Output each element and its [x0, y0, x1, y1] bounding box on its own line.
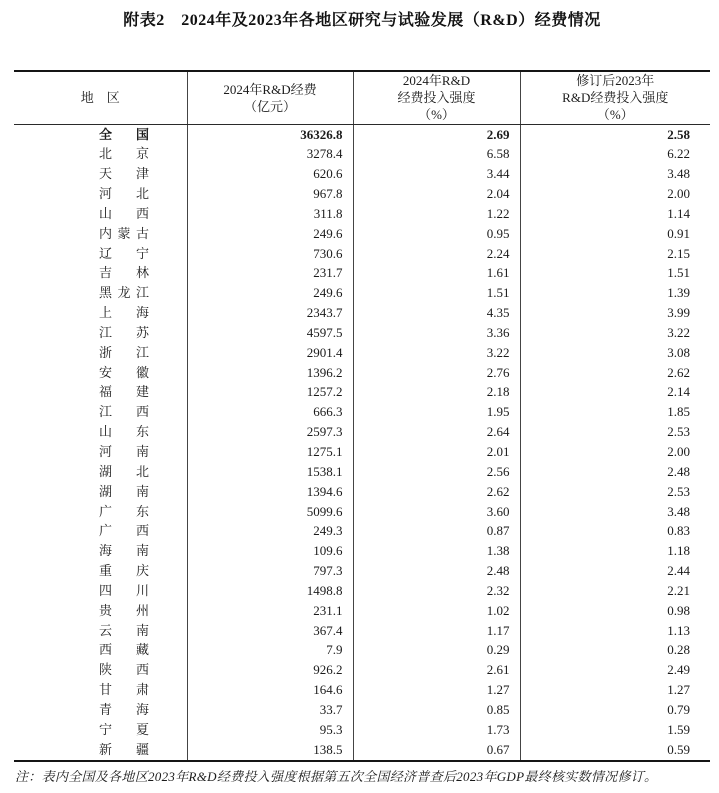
column-header-line: 经费投入强度 — [397, 90, 476, 106]
region-cell — [14, 382, 187, 402]
table-row — [14, 263, 710, 283]
rd-expenditure-value: 3278.4 — [187, 144, 353, 164]
rd-intensity-2023-value: 1.13 — [520, 621, 710, 641]
column-header-line: （%） — [418, 107, 455, 123]
rd-intensity-2023-value: 2.44 — [520, 561, 710, 581]
rd-expenditure-value: 95.3 — [187, 720, 353, 740]
rd-expenditure-value: 367.4 — [187, 621, 353, 641]
rd-expenditure-value: 1257.2 — [187, 382, 353, 402]
region-cell — [14, 502, 187, 522]
rd-intensity-2023-value: 0.79 — [520, 700, 710, 720]
region-cell — [14, 442, 187, 462]
region-cell — [14, 561, 187, 581]
region-name: 广西 — [99, 523, 149, 539]
region-cell — [14, 184, 187, 204]
table-row — [14, 224, 710, 244]
rd-expenditure-value: 231.1 — [187, 601, 353, 621]
table-row — [14, 323, 710, 343]
rd-intensity-2024-value: 1.17 — [353, 621, 520, 641]
table-row — [14, 561, 710, 581]
region-cell — [14, 462, 187, 482]
region-cell — [14, 541, 187, 561]
region-cell — [14, 740, 187, 761]
rd-expenditure-value: 33.7 — [187, 700, 353, 720]
column-header-line: R&D经费投入强度 — [562, 90, 669, 106]
region-name: 河北 — [99, 186, 149, 202]
column-header-line: 修订后2023年 — [576, 73, 655, 89]
table-row — [14, 442, 710, 462]
region-cell — [14, 224, 187, 244]
rd-intensity-2023-value: 2.48 — [520, 462, 710, 482]
rd-intensity-2024-value: 2.01 — [353, 442, 520, 462]
region-cell — [14, 700, 187, 720]
region-cell — [14, 303, 187, 323]
table-row — [14, 660, 710, 680]
table-row — [14, 680, 710, 700]
rd-intensity-2023-value: 6.22 — [520, 144, 710, 164]
region-name: 山东 — [99, 424, 149, 440]
table-row — [14, 621, 710, 641]
region-name: 宁夏 — [99, 721, 149, 737]
table-row — [14, 283, 710, 303]
table-row — [14, 502, 710, 522]
table-row — [14, 144, 710, 164]
rd-intensity-2023-value: 0.83 — [520, 521, 710, 541]
rd-intensity-2024-value: 0.87 — [353, 521, 520, 541]
region-name: 江西 — [99, 404, 149, 420]
rd-expenditure-value: 5099.6 — [187, 502, 353, 522]
rd-expenditure-value: 1498.8 — [187, 581, 353, 601]
rd-intensity-2023-value: 1.85 — [520, 402, 710, 422]
rd-expenditure-value: 249.6 — [187, 224, 353, 244]
region-name: 湖北 — [99, 463, 149, 479]
rd-intensity-2024-value: 2.64 — [353, 422, 520, 442]
region-cell — [14, 124, 187, 144]
rd-intensity-2024-value: 1.02 — [353, 601, 520, 621]
region-cell — [14, 343, 187, 363]
rd-intensity-2023-value: 2.21 — [520, 581, 710, 601]
table-row — [14, 720, 710, 740]
rd-intensity-2024-value: 2.62 — [353, 482, 520, 502]
rd-intensity-2023-value: 2.49 — [520, 660, 710, 680]
table-row — [14, 303, 710, 323]
rd-intensity-2024-value: 3.60 — [353, 502, 520, 522]
rd-intensity-2024-value: 1.73 — [353, 720, 520, 740]
region-name: 湖南 — [99, 483, 149, 499]
rd-expenditure-value: 2901.4 — [187, 343, 353, 363]
table-row — [14, 382, 710, 402]
rd-intensity-2024-value: 0.85 — [353, 700, 520, 720]
region-cell — [14, 521, 187, 541]
region-name: 福建 — [99, 384, 149, 400]
column-header-region — [14, 71, 187, 124]
region-name: 西藏 — [99, 642, 149, 658]
table-row — [14, 700, 710, 720]
table-row — [14, 581, 710, 601]
rd-intensity-2024-value: 3.22 — [353, 343, 520, 363]
rd-expenditure-value: 138.5 — [187, 740, 353, 761]
table-row — [14, 164, 710, 184]
region-name: 山西 — [99, 205, 149, 221]
rd-intensity-2023-value: 1.27 — [520, 680, 710, 700]
rd-intensity-2024-value: 2.69 — [353, 124, 520, 144]
region-cell — [14, 621, 187, 641]
region-cell — [14, 363, 187, 383]
region-name: 云南 — [99, 622, 149, 638]
rd-expenditure-value: 311.8 — [187, 204, 353, 224]
rd-intensity-2023-value: 2.00 — [520, 442, 710, 462]
rd-expenditure-value: 7.9 — [187, 640, 353, 660]
region-name: 上海 — [99, 305, 149, 321]
rd-intensity-2023-value: 2.15 — [520, 244, 710, 264]
rd-intensity-2023-value: 2.62 — [520, 363, 710, 383]
column-header-line: 2024年R&D经费 — [223, 81, 317, 97]
region-name: 河南 — [99, 444, 149, 459]
footnote: 注：表内全国及各地区2023年R&D经费投入强度根据第五次全国经济普查后2023年GDP最终核实数情况修订。 — [15, 768, 658, 784]
region-cell — [14, 263, 187, 283]
rd-intensity-2024-value: 1.38 — [353, 541, 520, 561]
region-name: 安徽 — [99, 364, 149, 380]
table-row — [14, 363, 710, 383]
rd-intensity-2023-value: 0.28 — [520, 640, 710, 660]
rd-expenditure-value: 164.6 — [187, 680, 353, 700]
rd-expenditure-value: 36326.8 — [187, 124, 353, 144]
region-cell — [14, 482, 187, 502]
table-row — [14, 462, 710, 482]
rd-intensity-2024-value: 3.44 — [353, 164, 520, 184]
column-header-line: 2024年R&D — [402, 73, 471, 89]
rd-expenditure-value: 4597.5 — [187, 323, 353, 343]
rd-intensity-2024-value: 0.95 — [353, 224, 520, 244]
table-row — [14, 541, 710, 561]
rd-intensity-2024-value: 4.35 — [353, 303, 520, 323]
rd-intensity-2023-value: 2.58 — [520, 124, 710, 144]
rd-expenditure-value: 1538.1 — [187, 462, 353, 482]
rd-intensity-2024-value: 3.36 — [353, 323, 520, 343]
rd-intensity-2023-value: 3.99 — [520, 303, 710, 323]
table-row — [14, 204, 710, 224]
rd-expenditure-value: 666.3 — [187, 402, 353, 422]
region-name: 青海 — [99, 701, 149, 717]
region-name: 海南 — [99, 543, 149, 559]
rd-intensity-2023-value: 3.22 — [520, 323, 710, 343]
rd-expenditure-value: 2597.3 — [187, 422, 353, 442]
column-header-line: （亿元） — [243, 98, 296, 114]
region-name: 黑龙江 — [99, 285, 149, 301]
table-row — [14, 244, 710, 264]
region-name: 浙江 — [99, 344, 149, 360]
rd-expenditure-value: 231.7 — [187, 263, 353, 283]
rd-intensity-2024-value: 1.61 — [353, 263, 520, 283]
rd-intensity-2024-value: 0.67 — [353, 740, 520, 761]
rd-expenditure-value: 2343.7 — [187, 303, 353, 323]
rd-expenditure-value: 967.8 — [187, 184, 353, 204]
page-title: 附表2 2024年及2023年各地区研究与试验发展（R&D）经费情况 — [123, 12, 601, 29]
rd-intensity-2024-value: 1.22 — [353, 204, 520, 224]
region-name: 天津 — [99, 166, 149, 182]
region-cell — [14, 204, 187, 224]
region-cell — [14, 680, 187, 700]
region-cell — [14, 164, 187, 184]
rd-intensity-2024-value: 1.27 — [353, 680, 520, 700]
rd-intensity-2024-value: 2.61 — [353, 660, 520, 680]
rd-intensity-2024-value: 2.04 — [353, 184, 520, 204]
table-row — [14, 482, 710, 502]
region-name: 陕西 — [99, 662, 149, 678]
rd-expenditure-value: 109.6 — [187, 541, 353, 561]
rd-intensity-2024-value: 2.76 — [353, 363, 520, 383]
region-cell — [14, 244, 187, 264]
region-cell — [14, 601, 187, 621]
region-name: 贵州 — [99, 602, 149, 618]
rd-expenditure-value: 1394.6 — [187, 482, 353, 502]
rd-intensity-2023-value: 2.53 — [520, 422, 710, 442]
rd-intensity-2023-value: 0.59 — [520, 740, 710, 761]
rd-expenditure-value: 730.6 — [187, 244, 353, 264]
table-row — [14, 640, 710, 660]
table-row — [14, 422, 710, 442]
region-cell — [14, 402, 187, 422]
rd-expenditure-value: 620.6 — [187, 164, 353, 184]
region-name: 全国 — [99, 126, 149, 142]
rd-intensity-2023-value: 0.98 — [520, 601, 710, 621]
rd-intensity-2024-value: 2.56 — [353, 462, 520, 482]
region-name: 吉林 — [99, 265, 149, 281]
table-row — [14, 740, 710, 761]
table-row — [14, 124, 710, 144]
region-name: 北京 — [99, 146, 149, 162]
region-cell — [14, 581, 187, 601]
rd-intensity-2023-value: 2.00 — [520, 184, 710, 204]
rd-intensity-2023-value: 1.59 — [520, 720, 710, 740]
region-cell — [14, 422, 187, 442]
rd-expenditure-value: 249.3 — [187, 521, 353, 541]
table-row — [14, 184, 710, 204]
rd-expenditure-value: 1396.2 — [187, 363, 353, 383]
region-name: 甘肃 — [99, 682, 149, 698]
region-cell — [14, 640, 187, 660]
region-cell — [14, 283, 187, 303]
region-name: 重庆 — [99, 563, 149, 579]
table-row — [14, 521, 710, 541]
rd-expenditure-table — [14, 70, 710, 762]
region-name: 内蒙古 — [99, 225, 149, 241]
rd-intensity-2023-value: 3.08 — [520, 343, 710, 363]
rd-expenditure-value: 797.3 — [187, 561, 353, 581]
region-cell — [14, 144, 187, 164]
region-name: 广东 — [99, 503, 149, 519]
rd-intensity-2023-value: 3.48 — [520, 164, 710, 184]
column-header-rd-intensity-2023-revised — [520, 71, 710, 124]
region-name: 四川 — [99, 582, 149, 598]
rd-intensity-2023-value: 2.14 — [520, 382, 710, 402]
rd-intensity-2023-value: 0.91 — [520, 224, 710, 244]
region-cell — [14, 660, 187, 680]
rd-intensity-2024-value: 1.95 — [353, 402, 520, 422]
column-header-rd-intensity-2024 — [353, 71, 520, 124]
rd-intensity-2024-value: 0.29 — [353, 640, 520, 660]
header-row — [14, 71, 710, 124]
rd-intensity-2023-value: 1.39 — [520, 283, 710, 303]
rd-intensity-2024-value: 2.18 — [353, 382, 520, 402]
rd-expenditure-value: 1275.1 — [187, 442, 353, 462]
column-header-rd-expenditure-2024 — [187, 71, 353, 124]
table-row — [14, 343, 710, 363]
column-header-line: （%） — [596, 107, 634, 123]
region-cell — [14, 720, 187, 740]
region-cell — [14, 323, 187, 343]
rd-intensity-2024-value: 2.24 — [353, 244, 520, 264]
rd-intensity-2024-value: 1.51 — [353, 283, 520, 303]
column-header-line: 地 区 — [80, 90, 120, 106]
region-name: 新疆 — [99, 741, 149, 757]
rd-intensity-2024-value: 6.58 — [353, 144, 520, 164]
rd-intensity-2024-value: 2.48 — [353, 561, 520, 581]
region-name: 江苏 — [99, 324, 149, 340]
rd-intensity-2023-value: 2.53 — [520, 482, 710, 502]
rd-intensity-2023-value: 1.14 — [520, 204, 710, 224]
region-name: 辽宁 — [99, 245, 149, 261]
rd-intensity-2023-value: 1.51 — [520, 263, 710, 283]
rd-expenditure-value: 249.6 — [187, 283, 353, 303]
rd-expenditure-value: 926.2 — [187, 660, 353, 680]
rd-intensity-2024-value: 2.32 — [353, 581, 520, 601]
rd-intensity-2023-value: 1.18 — [520, 541, 710, 561]
table-row — [14, 601, 710, 621]
table-row — [14, 402, 710, 422]
rd-intensity-2023-value: 3.48 — [520, 502, 710, 522]
